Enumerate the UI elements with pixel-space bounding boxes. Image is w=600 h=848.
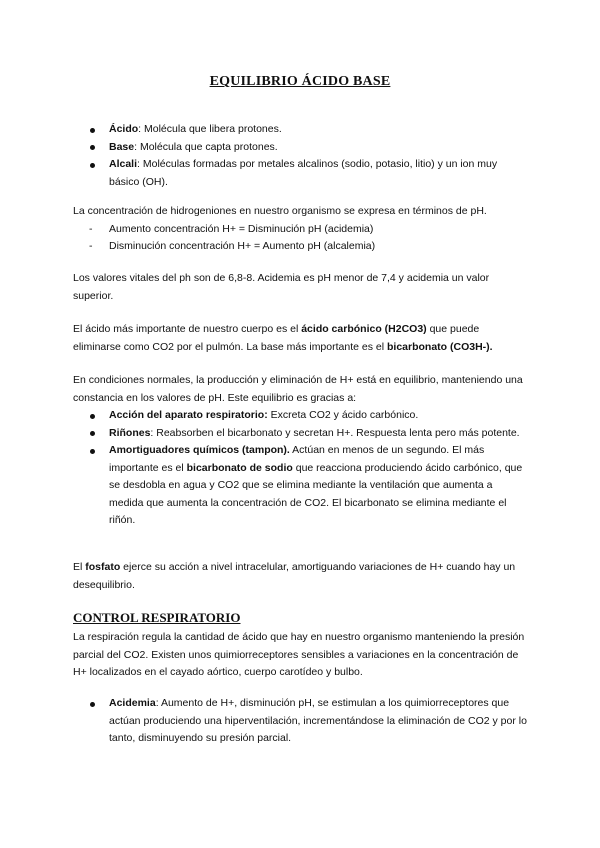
phosphate-term: fosfato xyxy=(85,561,121,573)
definition-item-acido xyxy=(73,121,529,139)
definitions-list xyxy=(73,121,529,191)
definition-sep: : xyxy=(138,123,145,135)
text-run: que puede eliminarse como CO2 por el pulmón. La base más importante es el xyxy=(73,323,480,353)
acidemia-list xyxy=(73,695,529,748)
ph-item: - Disminución concentración H+ = Aumento pH (alcalemia) xyxy=(73,238,529,256)
bicarbonate-term: bicarbonato (CO3H-). xyxy=(386,340,493,353)
mechanism-text: Excreta CO2 y ácido carbónico. xyxy=(267,409,419,421)
definition-item-alcali xyxy=(73,156,529,191)
acidemia-block xyxy=(73,695,529,748)
ph-intro: La concentración de hidrogeniones en nuestro organismo se expresa en términos de pH. xyxy=(73,205,487,217)
balance-block xyxy=(73,372,529,530)
definition-sep: : xyxy=(137,158,143,170)
mechanism-term: Riñones xyxy=(109,426,151,439)
mechanism-kidneys xyxy=(73,425,529,443)
ph-item: - Aumento concentración H+ = Disminución pH (acidemia) xyxy=(73,221,529,239)
definition-text: Moléculas formadas por metales alcalinos (sodio, potasio, litio) y un ion muy básico (OH). xyxy=(109,158,498,188)
mechanism-respiratory xyxy=(73,407,529,425)
mechanism-text: : Reabsorben el bicarbonato y secretan H+. Respuesta lenta pero más potente. xyxy=(150,426,520,439)
acidemia-item xyxy=(73,695,529,748)
text-run: El xyxy=(73,561,86,573)
definition-term: Alcali xyxy=(109,158,138,170)
ph-list xyxy=(73,221,529,256)
definition-item-base xyxy=(73,139,529,157)
mechanism-term: Acción del aparato respiratorio: xyxy=(109,409,268,421)
acid-base-paragraph xyxy=(73,321,529,356)
mechanism-text: que reacciona produciendo ácido carbónico, que se desdobla en agua y CO2 que se elimina mediante la ventilación que aumenta a medida que aumenta la concentración de CO2. El bicarbonato se elimina mediante el riñón. xyxy=(109,461,523,526)
acid-base-block xyxy=(73,321,529,356)
mechanism-text: Actúan en menos de un segundo. El más importante es el xyxy=(109,444,485,474)
definition-text: Molécula que libera protones. xyxy=(144,123,282,135)
sodium-bicarbonate-term: bicarbonato de sodio xyxy=(186,461,293,474)
page-title: EQUILIBRIO ÁCIDO BASE xyxy=(209,74,391,89)
vital-values-paragraph: Los valores vitales del ph son de 6,8-8. Acidemia es pH menor de 7,4 y acidemia un valor superior. xyxy=(73,272,490,302)
text-run: El ácido más importante de nuestro cuerpo es el xyxy=(73,323,302,335)
section-title: CONTROL RESPIRATORIO xyxy=(73,610,241,625)
acidemia-term: Acidemia xyxy=(109,697,156,709)
mechanism-term: Amortiguadores químicos (tampon). xyxy=(109,444,290,456)
phosphate-paragraph xyxy=(73,559,529,594)
definition-term: Ácido xyxy=(109,123,139,135)
mechanism-buffers xyxy=(73,442,529,530)
ph-block xyxy=(73,203,529,256)
balance-intro: En condiciones normales, la producción y eliminación de H+ está en equilibrio, manteniendo una constancia en los valores de pH. Este equilibrio es gracias a: xyxy=(73,374,523,404)
text-run: ejerce su acción a nivel intracelular, amortiguando variaciones de H+ cuando hay un desequilibrio. xyxy=(73,561,516,591)
acidemia-text: : Aumento de H+, disminución pH, se estimulan a los quimiorreceptores que actúan produciendo una hiperventilación, incrementándose la eliminación de CO2 y por lo tanto, disminuyendo su presión parcial. xyxy=(109,697,527,744)
mechanisms-list xyxy=(73,407,529,530)
respiratory-paragraph: La respiración regula la cantidad de ácido que hay en nuestro organismo manteniendo la presión parcial del CO2. Existen unos quimiorreceptores sensibles a variaciones en la concentración de H+ localizados en el cayado aórtico, cuerpo carotídeo y bulbo. xyxy=(73,631,525,678)
definition-term: Base xyxy=(109,140,135,153)
phosphate-block xyxy=(73,559,529,594)
respiratory-block xyxy=(73,629,529,682)
carbonic-acid-term: ácido carbónico (H2CO3) xyxy=(301,323,427,335)
definitions-block xyxy=(73,121,529,191)
definition-sep: : xyxy=(134,140,140,153)
definition-text: Molécula que capta protones. xyxy=(139,140,278,153)
vital-values-block xyxy=(73,270,529,305)
